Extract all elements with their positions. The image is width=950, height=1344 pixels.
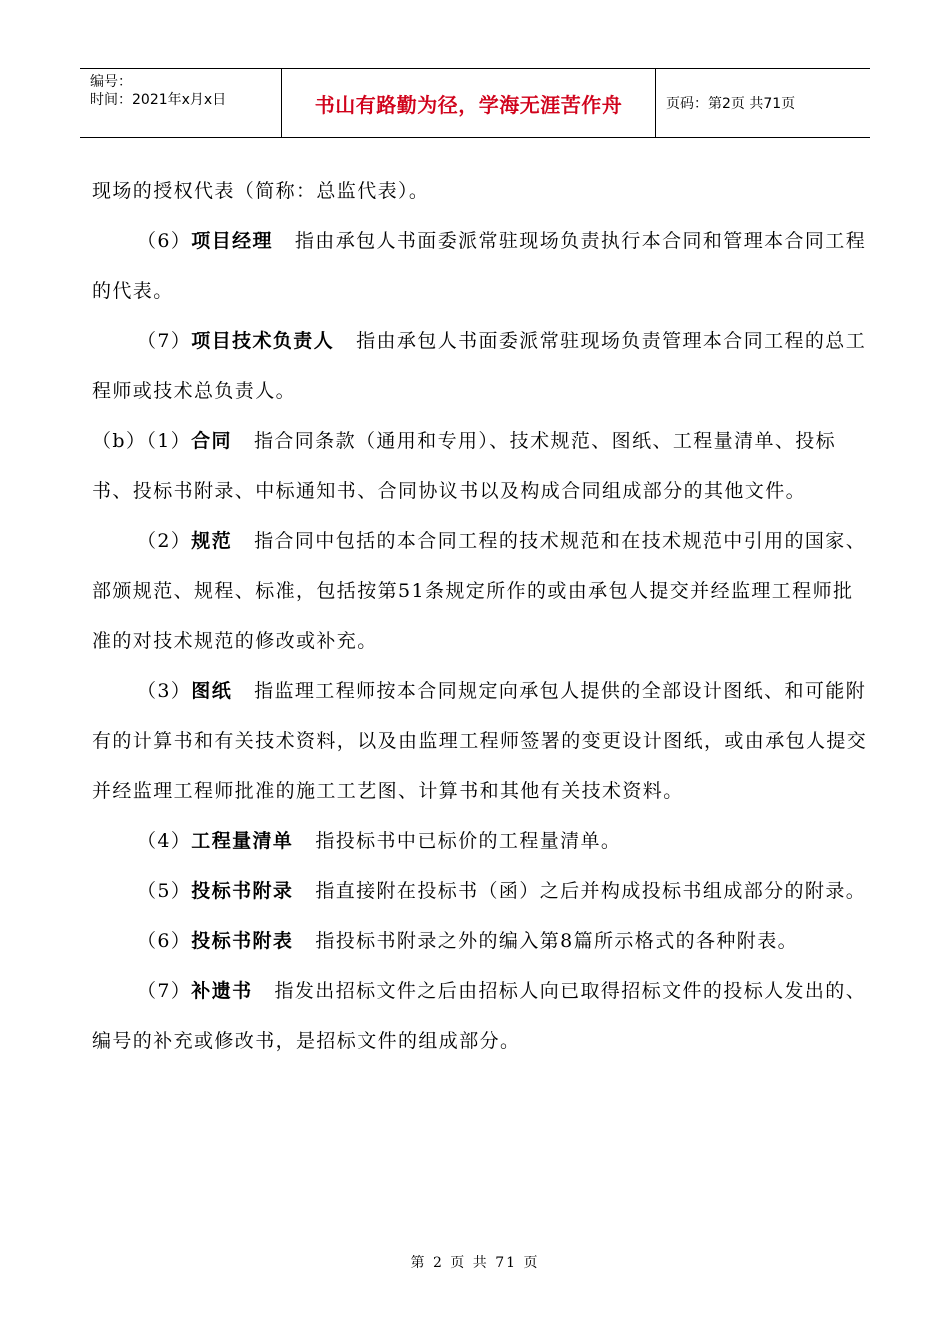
term-label: 补遗书 <box>191 980 253 1002</box>
clause-number: （6） <box>137 930 192 952</box>
paragraph-text: 指由承包人书面委派常驻现场负责执行本合同和管理本合同工程的代表。 <box>92 230 867 302</box>
header-meta <box>80 69 282 137</box>
clause-number: （b）（1） <box>92 430 192 452</box>
clause-number: （7） <box>137 980 192 1002</box>
number-label: 编号： <box>90 74 132 90</box>
paragraph-5 <box>92 666 870 816</box>
paragraph-1 <box>92 216 870 316</box>
document-body <box>92 166 870 1066</box>
term-label: 规范 <box>191 530 233 552</box>
paragraph-6 <box>92 816 870 866</box>
paragraph-2 <box>92 316 870 416</box>
term-label: 工程量清单 <box>191 830 294 852</box>
term-label: 项目经理 <box>191 230 273 252</box>
paragraph-text: 指投标书中已标价的工程量清单。 <box>315 830 622 852</box>
term-label: 投标书附表 <box>191 930 294 952</box>
clause-number: （2） <box>137 530 192 552</box>
header-motto: 书山有路勤为径，学海无涯苦作舟 <box>282 69 656 137</box>
clause-number: （6） <box>137 230 192 252</box>
paragraph-4 <box>92 516 870 666</box>
paragraph-text: 现场的授权代表（简称：总监代表）。 <box>92 180 430 202</box>
paragraph-text: 指发出招标文件之后由招标人向已取得招标文件的投标人发出的、编号的补充或修改书，是招标文件的组成部分。 <box>92 980 867 1052</box>
header-page-info: 页码：第2页 共71页 <box>666 96 796 112</box>
time-label: 时间：2021年x月x日 <box>90 92 227 108</box>
paragraph-3 <box>92 416 870 516</box>
paragraph-0 <box>92 166 870 216</box>
clause-number: （4） <box>137 830 192 852</box>
term-label: 合同 <box>191 430 232 452</box>
paragraph-8 <box>92 916 870 966</box>
paragraph-text: 指投标书附录之外的编入第8篇所示格式的各种附表。 <box>315 930 799 952</box>
paragraph-text: 指直接附在投标书（函）之后并构成投标书组成部分的附录。 <box>315 880 867 902</box>
clause-number: （7） <box>137 330 192 352</box>
page-header <box>80 68 870 138</box>
clause-number: （5） <box>137 880 192 902</box>
term-label: 图纸 <box>191 680 233 702</box>
page-footer: 第 2 页 共 71 页 <box>410 1255 540 1271</box>
clause-number: （3） <box>137 680 192 702</box>
term-label: 项目技术负责人 <box>191 330 335 352</box>
paragraph-text: 指合同条款（通用和专用）、技术规范、图纸、工程量清单、投标书、投标书附录、中标通知书、合同协议书以及构成合同组成部分的其他文件。 <box>92 430 837 502</box>
paragraph-7 <box>92 866 870 916</box>
paragraph-text: 指由承包人书面委派常驻现场负责管理本合同工程的总工程师或技术总负责人。 <box>92 330 867 402</box>
term-label: 投标书附录 <box>191 880 294 902</box>
paragraph-text: 指合同中包括的本合同工程的技术规范和在技术规范中引用的国家、部颁规范、规程、标准，包括按第51条规定所作的或由承包人提交并经监理工程师批准的对技术规范的修改或补充。 <box>92 530 867 652</box>
paragraph-9 <box>92 966 870 1066</box>
paragraph-text: 指监理工程师按本合同规定向承包人提供的全部设计图纸、和可能附有的计算书和有关技术资料，以及由监理工程师签署的变更设计图纸，或由承包人提交并经监理工程师批准的施工工艺图、计算书和其他有关技术资料。 <box>92 680 868 802</box>
